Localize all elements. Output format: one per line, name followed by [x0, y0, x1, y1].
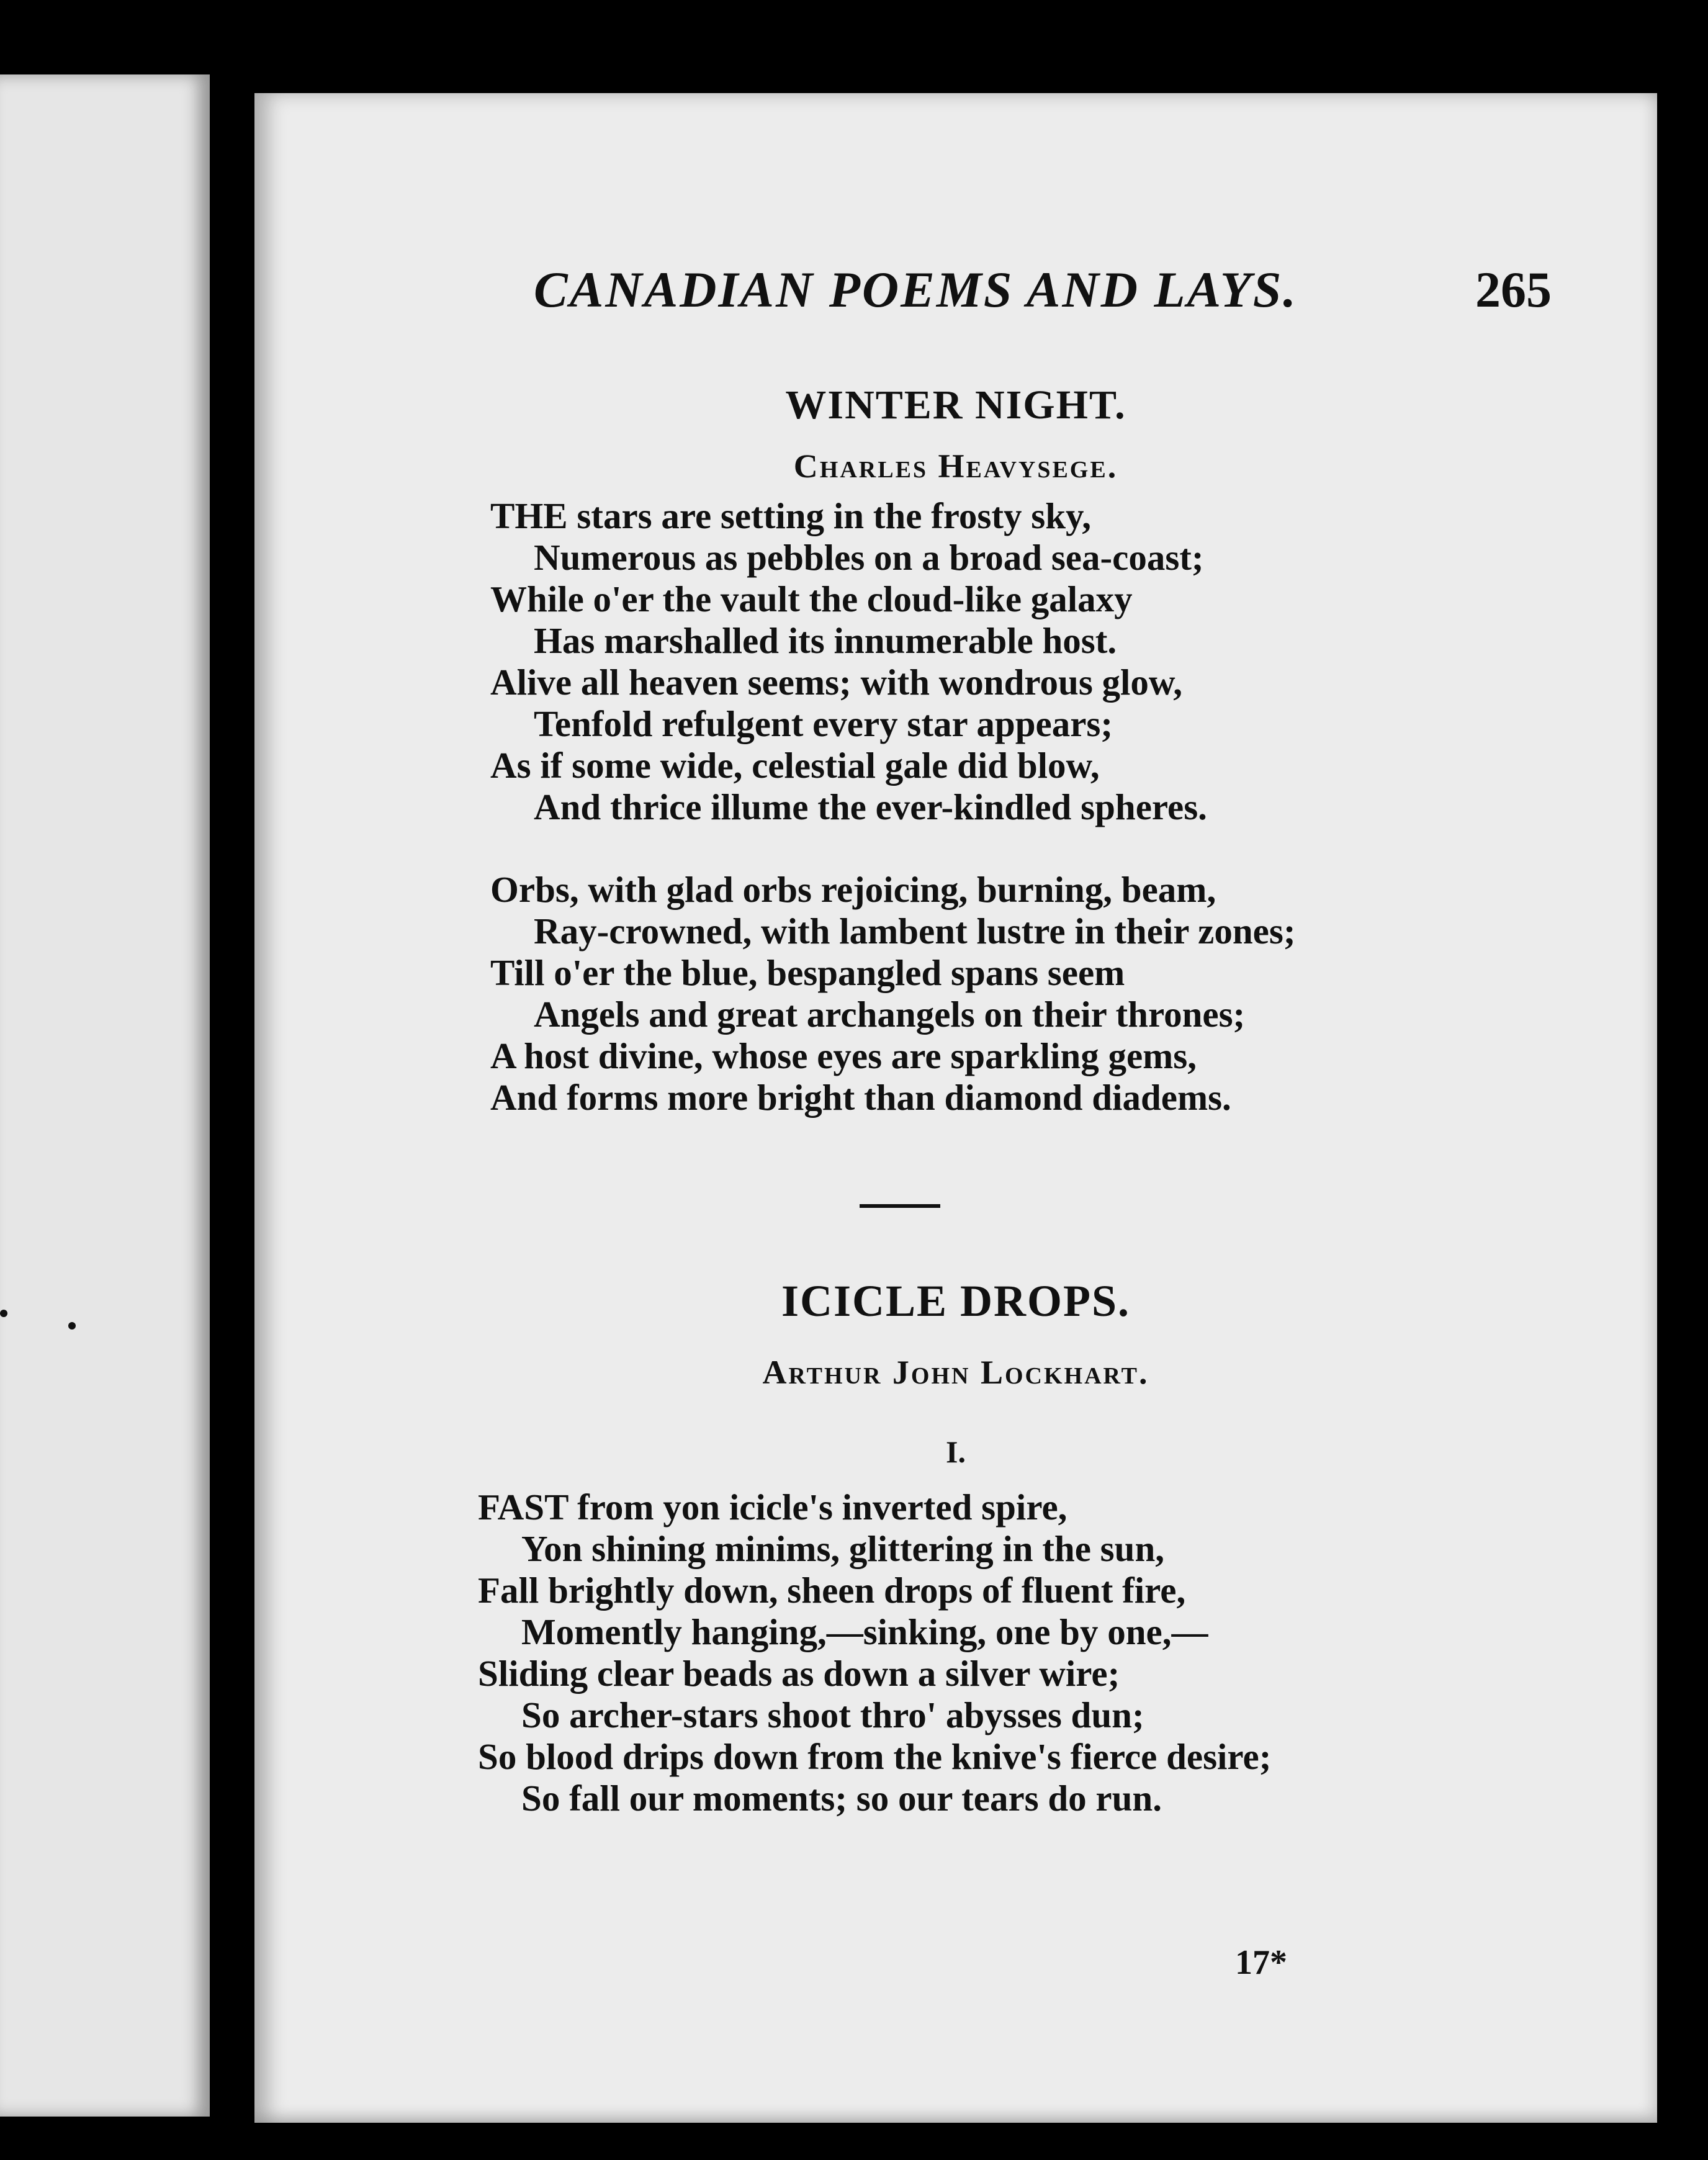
verse-line: Fall brightly down, sheen drops of fluent fire,	[478, 1570, 1186, 1611]
section-divider	[860, 1204, 940, 1208]
verse-line: THE stars are setting in the frosty sky,	[490, 495, 1092, 536]
verse-line: Momently hanging,—sinking, one by one,—	[521, 1611, 1208, 1652]
verse-line: Tenfold refulgent every star appears;	[534, 703, 1113, 744]
running-header	[534, 261, 1552, 319]
stanza	[490, 495, 1207, 828]
verse-line: Till o'er the blue, bespangled spans seem	[490, 952, 1125, 993]
verse-line: And forms more bright than diamond diadems.	[490, 1077, 1231, 1118]
verse-line: As if some wide, celestial gale did blow,	[490, 745, 1100, 786]
poem-author: Charles Heavysege.	[793, 448, 1118, 485]
verse-line: So blood drips down from the knive's fierce desire;	[478, 1736, 1272, 1777]
verse-line: So archer-stars shoot thro' abysses dun;	[521, 1694, 1144, 1735]
facing-page	[0, 74, 210, 2117]
poem-author: Arthur John Lockhart.	[762, 1354, 1149, 1391]
stanza	[478, 1487, 1271, 1819]
ink-speck	[0, 1310, 7, 1317]
verse-line: Yon shining minims, glittering in the sun,	[521, 1528, 1165, 1569]
verse-line: Has marshalled its innumerable host.	[534, 620, 1117, 661]
verse-line: Sliding clear beads as down a silver wire;	[478, 1653, 1120, 1694]
stanza	[490, 869, 1295, 1118]
poem-title: WINTER NIGHT.	[785, 382, 1126, 428]
page-number: 265	[1475, 261, 1552, 318]
verse-line: And thrice illume the ever-kindled spheres.	[534, 786, 1207, 827]
verse-line: Numerous as pebbles on a broad sea-coast;	[534, 537, 1204, 578]
verse-line: Alive all heaven seems; with wondrous glow,	[490, 662, 1183, 703]
verse-line: FAST from yon icicle's inverted spire,	[478, 1487, 1068, 1528]
section-number: I.	[946, 1434, 966, 1469]
verse-line: Ray-crowned, with lambent lustre in their zones;	[534, 911, 1296, 952]
verse-line: So fall our moments; so our tears do run.	[521, 1778, 1162, 1819]
signature-mark: 17*	[1235, 1943, 1287, 1982]
verse-line: Angels and great archangels on their thrones;	[534, 994, 1246, 1035]
ink-speck	[68, 1322, 76, 1330]
verse-line: While o'er the vault the cloud-like galaxy	[490, 578, 1133, 619]
verse-line: Orbs, with glad orbs rejoicing, burning, beam,	[490, 869, 1216, 910]
book-page	[254, 93, 1657, 2123]
verse-line: A host divine, whose eyes are sparkling gems,	[490, 1035, 1197, 1076]
running-title: CANADIAN POEMS AND LAYS.	[534, 261, 1298, 318]
poem-title: ICICLE DROPS.	[781, 1276, 1131, 1326]
